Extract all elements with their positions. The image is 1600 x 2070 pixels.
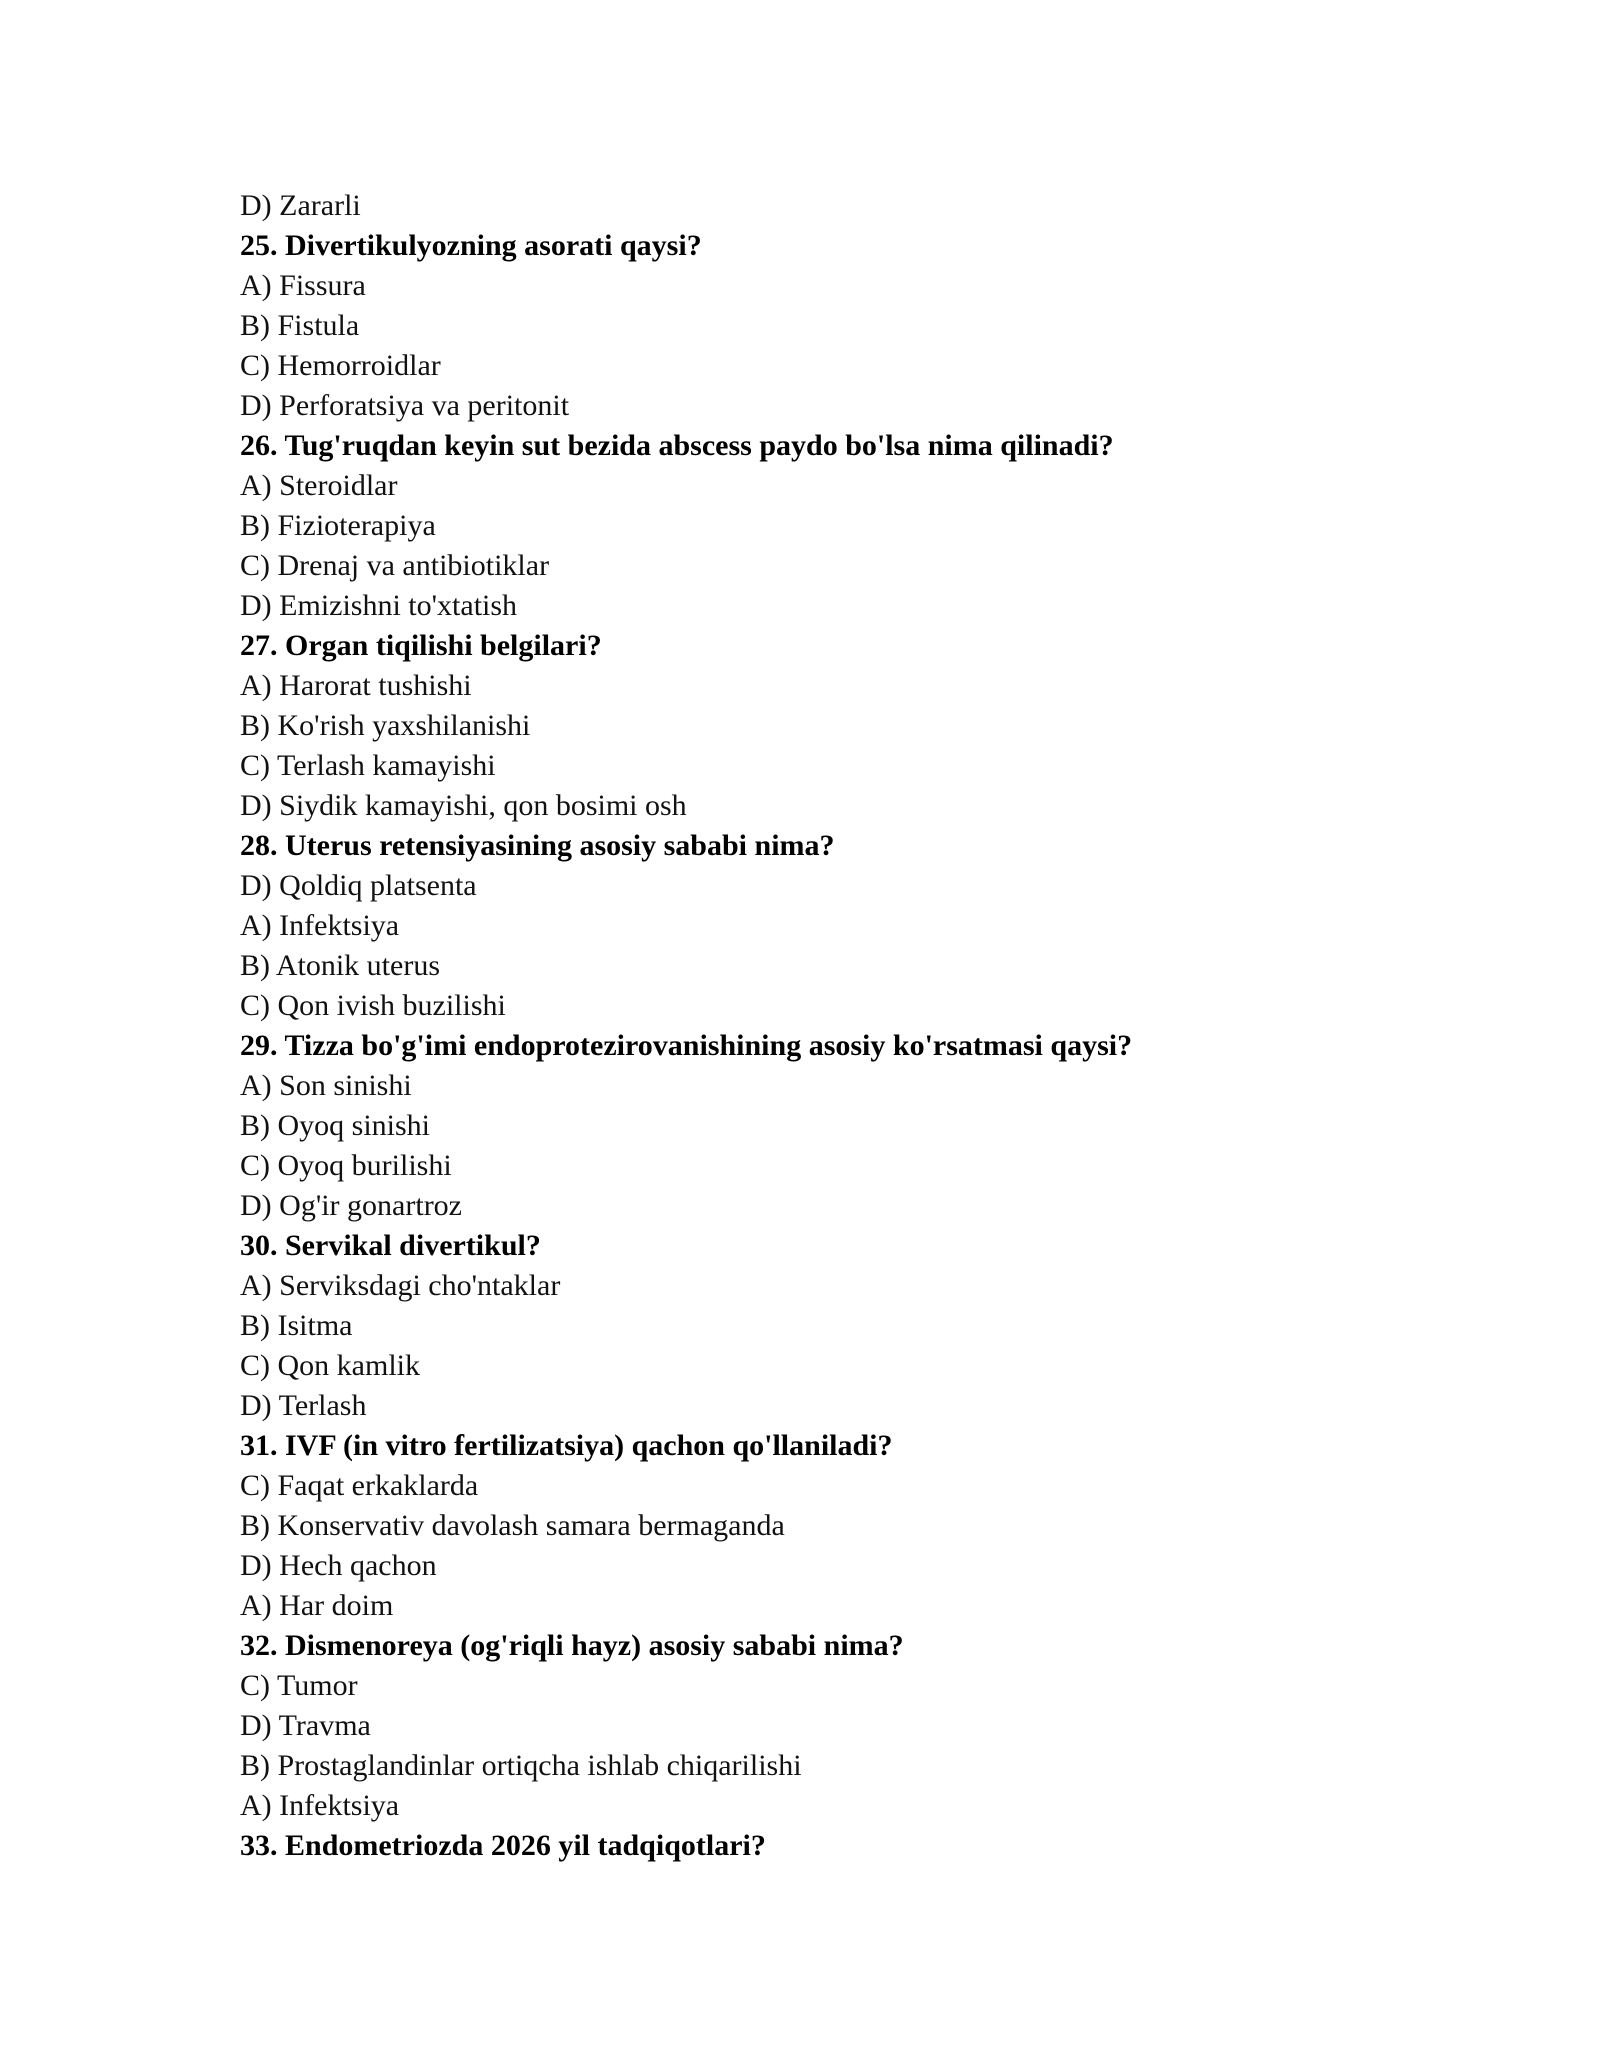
answer-option: C) Hemorroidlar [240,349,441,382]
answer-option: D) Emizishni to'xtatish [240,589,518,622]
question-heading: 27. Organ tiqilishi belgilari? [240,629,602,662]
question-heading: 30. Servikal divertikul? [240,1229,541,1262]
answer-option: A) Son sinishi [240,1069,412,1102]
answer-option: A) Fissura [240,269,366,302]
answer-option: C) Drenaj va antibiotiklar [240,549,550,582]
question-heading: 28. Uterus retensiyasining asosiy sababi nima? [240,829,835,862]
answer-option: A) Infektsiya [240,909,400,942]
answer-option: C) Faqat erkaklarda [240,1469,479,1502]
answer-option: D) Terlash [240,1389,367,1422]
answer-option: A) Serviksdagi cho'ntaklar [240,1269,561,1302]
question-heading: 29. Tizza bo'g'imi endoprotezirovanishining asosiy ko'rsatmasi qaysi? [240,1029,1133,1062]
document-body [240,186,1420,1866]
answer-option: C) Qon ivish buzilishi [240,989,506,1022]
answer-option: B) Ko'rish yaxshilanishi [240,709,531,742]
answer-option: B) Prostaglandinlar ortiqcha ishlab chiqarilishi [240,1749,802,1782]
answer-option: B) Oyoq sinishi [240,1109,431,1142]
answer-option: D) Hech qachon [240,1549,437,1582]
answer-option: D) Zararli [240,189,361,222]
answer-option: D) Siydik kamayishi, qon bosimi osh [240,789,687,822]
question-heading: 26. Tug'ruqdan keyin sut bezida abscess paydo bo'lsa nima qilinadi? [240,429,1114,462]
answer-option: C) Tumor [240,1669,358,1702]
answer-option: B) Isitma [240,1309,353,1342]
answer-option: C) Qon kamlik [240,1349,420,1382]
answer-option: B) Fizioterapiya [240,509,436,542]
answer-option: D) Qoldiq platsenta [240,869,477,902]
answer-option: D) Perforatsiya va peritonit [240,389,570,422]
answer-option: B) Konservativ davolash samara bermaganda [240,1509,785,1542]
question-heading: 32. Dismenoreya (og'riqli hayz) asosiy sababi nima? [240,1629,904,1662]
answer-option: D) Travma [240,1709,371,1742]
answer-option: C) Terlash kamayishi [240,749,496,782]
question-heading: 25. Divertikulyozning asorati qaysi? [240,229,702,262]
question-heading: 33. Endometriozda 2026 yil tadqiqotlari? [240,1829,766,1862]
answer-option: A) Infektsiya [240,1789,400,1822]
answer-option: A) Steroidlar [240,469,398,502]
answer-option: A) Har doim [240,1589,394,1622]
answer-option: B) Atonik uterus [240,949,440,982]
answer-option: D) Og'ir gonartroz [240,1189,462,1222]
answer-option: B) Fistula [240,309,360,342]
answer-option: A) Harorat tushishi [240,669,472,702]
question-heading: 31. IVF (in vitro fertilizatsiya) qachon qo'llaniladi? [240,1429,893,1462]
answer-option: C) Oyoq burilishi [240,1149,452,1182]
